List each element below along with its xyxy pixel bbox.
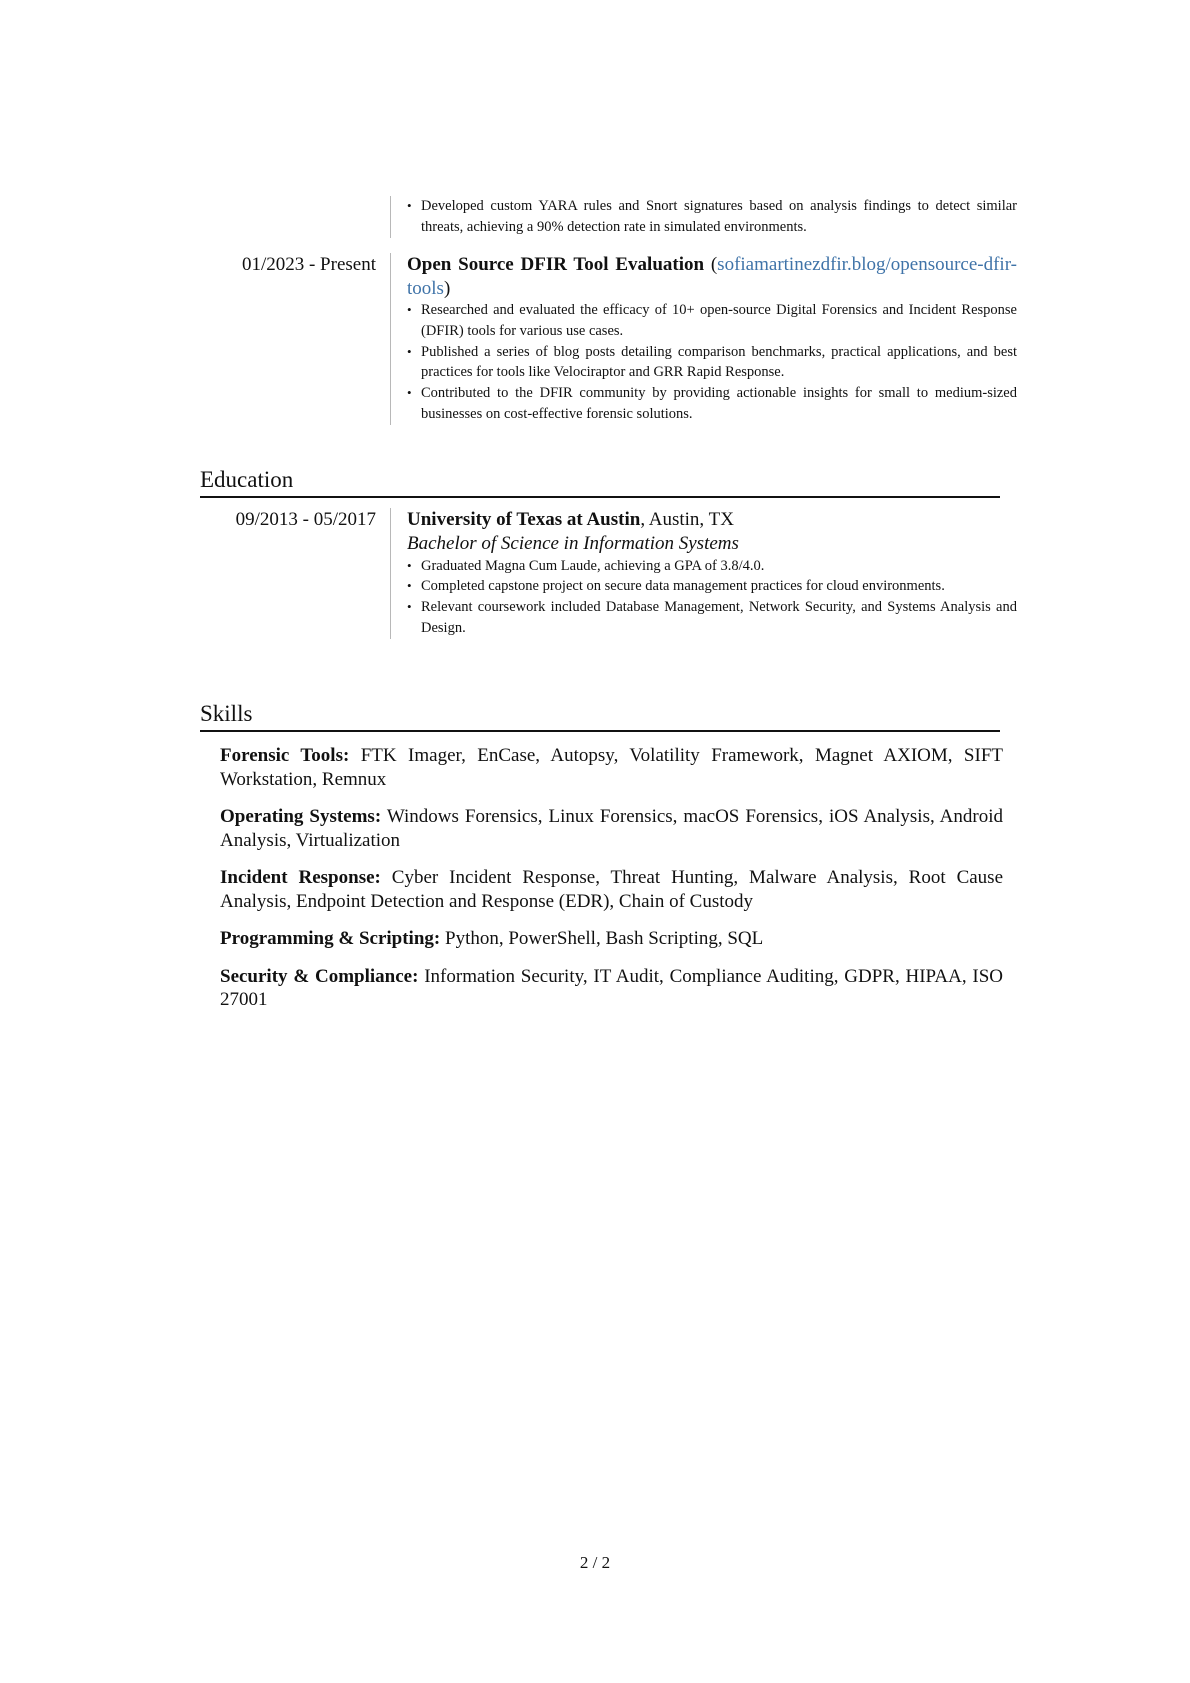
skill-forensic-tools	[220, 744, 1003, 791]
bullet-item: • Relevant coursework included Database Management, Network Security, and Systems Analysis and Design.	[407, 597, 1017, 639]
skill-operating-systems	[220, 805, 1003, 852]
close-paren: )	[443, 277, 451, 299]
project-entry-body	[390, 253, 1017, 425]
degree: Bachelor of Science in Information Systems	[407, 532, 739, 554]
skills-list	[220, 744, 1003, 1026]
skill-label: Incident Response:	[220, 867, 381, 888]
school-location: , Austin, TX	[640, 509, 734, 530]
skill-programming-scripting	[220, 927, 1003, 951]
project-link[interactable]: sofiamartinezdfir.blog/opensource-dfir-tools	[407, 254, 1017, 299]
skill-label: Security & Compliance:	[220, 965, 419, 987]
skill-value: Python, PowerShell, Bash Scripting, SQL	[440, 928, 764, 949]
open-paren: (	[710, 254, 718, 275]
project-bullets	[407, 300, 1017, 425]
project-date: 01/2023 - Present	[241, 254, 376, 275]
project-title-line	[407, 253, 1017, 300]
education-entry-body	[390, 508, 1017, 639]
skills-heading: Skills	[200, 700, 1000, 732]
bullet-item: • Researched and evaluated the efficacy of 10+ open-source Digital Forensics and Incident Response (DFIR) tools for various use cases.	[407, 300, 1017, 342]
project-title: Open Source DFIR Tool Evaluation	[407, 254, 705, 275]
skill-incident-response	[220, 866, 1003, 913]
experience-bullets	[407, 196, 1017, 238]
skill-label: Operating Systems:	[220, 806, 382, 827]
bullet-item: • Completed capstone project on secure data management practices for cloud environments.	[407, 576, 1017, 597]
education-bullets	[407, 556, 1017, 639]
experience-entry-body	[390, 196, 1017, 238]
bullet-item: • Developed custom YARA rules and Snort signatures based on analysis findings to detect similar threats, achieving a 90% detection rate in simulated environments.	[407, 196, 1017, 238]
skill-value: FTK Imager, EnCase, Autopsy, Volatility Framework, Magnet AXIOM, SIFT Workstation, Remnux	[220, 745, 1003, 790]
education-title-line	[407, 508, 1017, 532]
skill-label: Programming & Scripting:	[220, 928, 441, 949]
education-date: 09/2013 - 05/2017	[235, 509, 376, 530]
skill-security-compliance	[220, 965, 1003, 1012]
bullet-item: • Graduated Magna Cum Laude, achieving a GPA of 3.8/4.0.	[407, 556, 1017, 577]
bullet-item: • Contributed to the DFIR community by providing actionable insights for small to medium-sized businesses on cost-effective forensic solutions.	[407, 383, 1017, 425]
bullet-item: • Published a series of blog posts detailing comparison benchmarks, practical applications, and best practices for tools like Velociraptor and GRR Rapid Response.	[407, 342, 1017, 384]
skill-value: Windows Forensics, Linux Forensics, macOS Forensics, iOS Analysis, Android Analysis, Virtualization	[220, 806, 1003, 851]
education-heading: Education	[200, 466, 1000, 498]
school-name: University of Texas at Austin	[407, 509, 641, 530]
skill-value: Cyber Incident Response, Threat Hunting, Malware Analysis, Root Cause Analysis, Endpoint Detection and Response (EDR), Chain of Custody	[220, 867, 1003, 912]
page-number: 2 / 2	[579, 1553, 611, 1572]
skill-label: Forensic Tools:	[220, 745, 350, 766]
skill-value: Information Security, IT Audit, Compliance Auditing, GDPR, HIPAA, ISO 27001	[220, 965, 1003, 1010]
